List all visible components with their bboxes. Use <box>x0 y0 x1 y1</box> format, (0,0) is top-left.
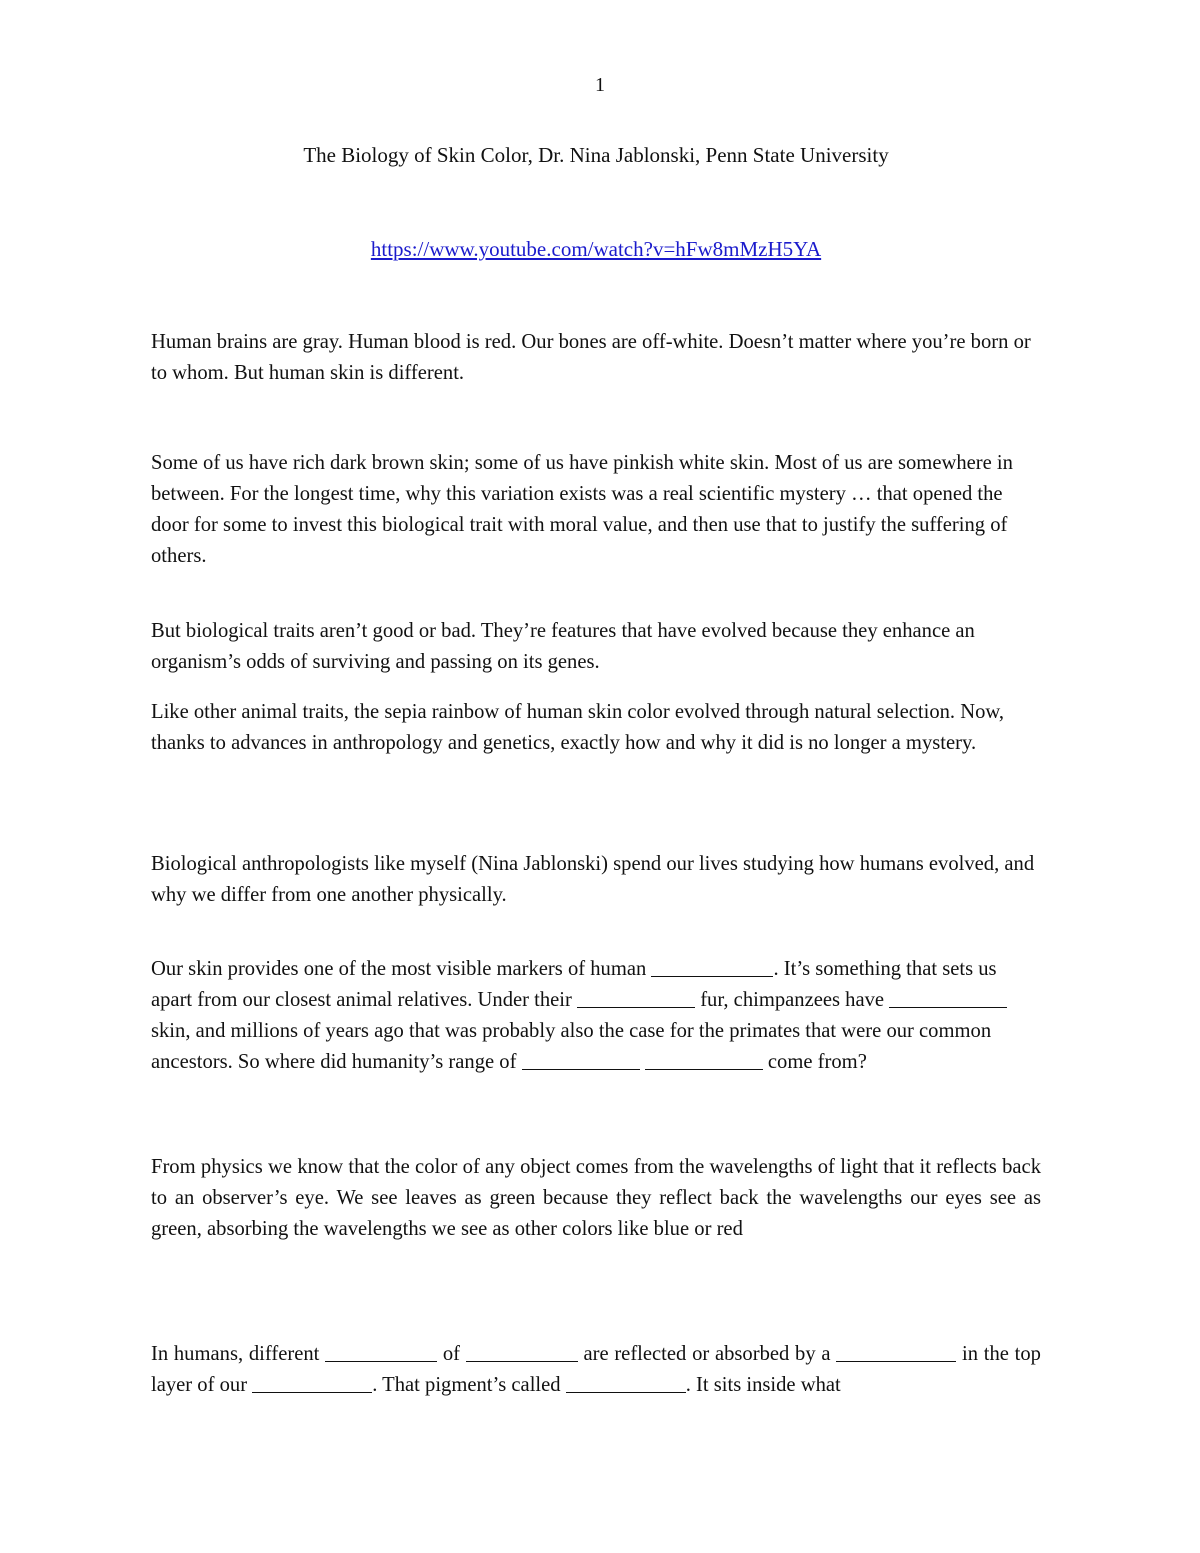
fill-in-blank[interactable] <box>252 1371 372 1393</box>
page-number: 1 <box>595 74 605 96</box>
p8-text-4: in the top layer of our <box>151 1343 1041 1396</box>
fill-in-blank[interactable] <box>889 986 1007 1008</box>
fill-in-blank[interactable] <box>325 1340 437 1362</box>
paragraph-8-fill-in <box>151 1339 1041 1401</box>
fill-in-blank[interactable] <box>566 1371 686 1393</box>
p6-text-4: skin, and millions of years ago that was probably also the case for the primates that were our common ancestors. So where did humanity’s range of <box>151 1020 992 1073</box>
p6-text-1: Our skin provides one of the most visible markers of human <box>151 958 647 980</box>
fill-in-blank[interactable] <box>645 1048 763 1070</box>
fill-in-blank[interactable] <box>522 1048 640 1070</box>
p6-text-5: come from? <box>767 1051 867 1073</box>
fill-in-blank[interactable] <box>577 986 695 1008</box>
p8-text-2: of <box>442 1343 460 1365</box>
p8-text-3: are reflected or absorbed by a <box>583 1343 831 1365</box>
paragraph-2: Some of us have rich dark brown skin; some of us have pinkish white skin. Most of us are somewhere in between. For the longest time, why this variation exists was a real scientific mystery … that opened the door for some to invest this biological trait with moral value, and then use that to justify the suffering of others. <box>151 452 1013 567</box>
p8-text-5: . That pigment’s called <box>372 1374 561 1396</box>
paragraph-3: But biological traits aren’t good or bad. They’re features that have evolved because they enhance an organism’s odds of surviving and passing on its genes. <box>151 620 975 673</box>
fill-in-blank[interactable] <box>466 1340 578 1362</box>
paragraph-4: Like other animal traits, the sepia rainbow of human skin color evolved through natural selection. Now, thanks to advances in anthropology and genetics, exactly how and why it did is no longer a mystery. <box>151 701 1005 754</box>
paragraph-6-fill-in <box>151 954 1041 1078</box>
fill-in-blank[interactable] <box>651 955 773 977</box>
paragraph-1: Human brains are gray. Human blood is red. Our bones are off-white. Doesn’t matter where you’re born or to whom. But human skin is different. <box>151 331 1031 384</box>
video-link[interactable]: https://www.youtube.com/watch?v=hFw8mMzH5YA <box>370 237 822 261</box>
p8-text-6: . It sits inside what <box>685 1374 841 1396</box>
document-title: The Biology of Skin Color, Dr. Nina Jablonski, Penn State University <box>303 143 889 167</box>
p8-text-1: In humans, different <box>151 1343 320 1365</box>
p6-text-3: fur, chimpanzees have <box>700 989 885 1011</box>
paragraph-7: From physics we know that the color of any object comes from the wavelengths of light that it reflects back to an observer’s eye. We see leaves as green because they reflect back the wavelengths our eyes see as green, absorbing the wavelengths we see as other colors like blue or red <box>151 1156 1041 1240</box>
video-link-line <box>0 237 1192 262</box>
paragraph-5: Biological anthropologists like myself (Nina Jablonski) spend our lives studying how humans evolved, and why we differ from one another physically. <box>151 853 1035 906</box>
fill-in-blank[interactable] <box>836 1340 956 1362</box>
p6-text-2: . It’s something that sets us apart from our closest animal relatives. Under their <box>151 958 997 1011</box>
